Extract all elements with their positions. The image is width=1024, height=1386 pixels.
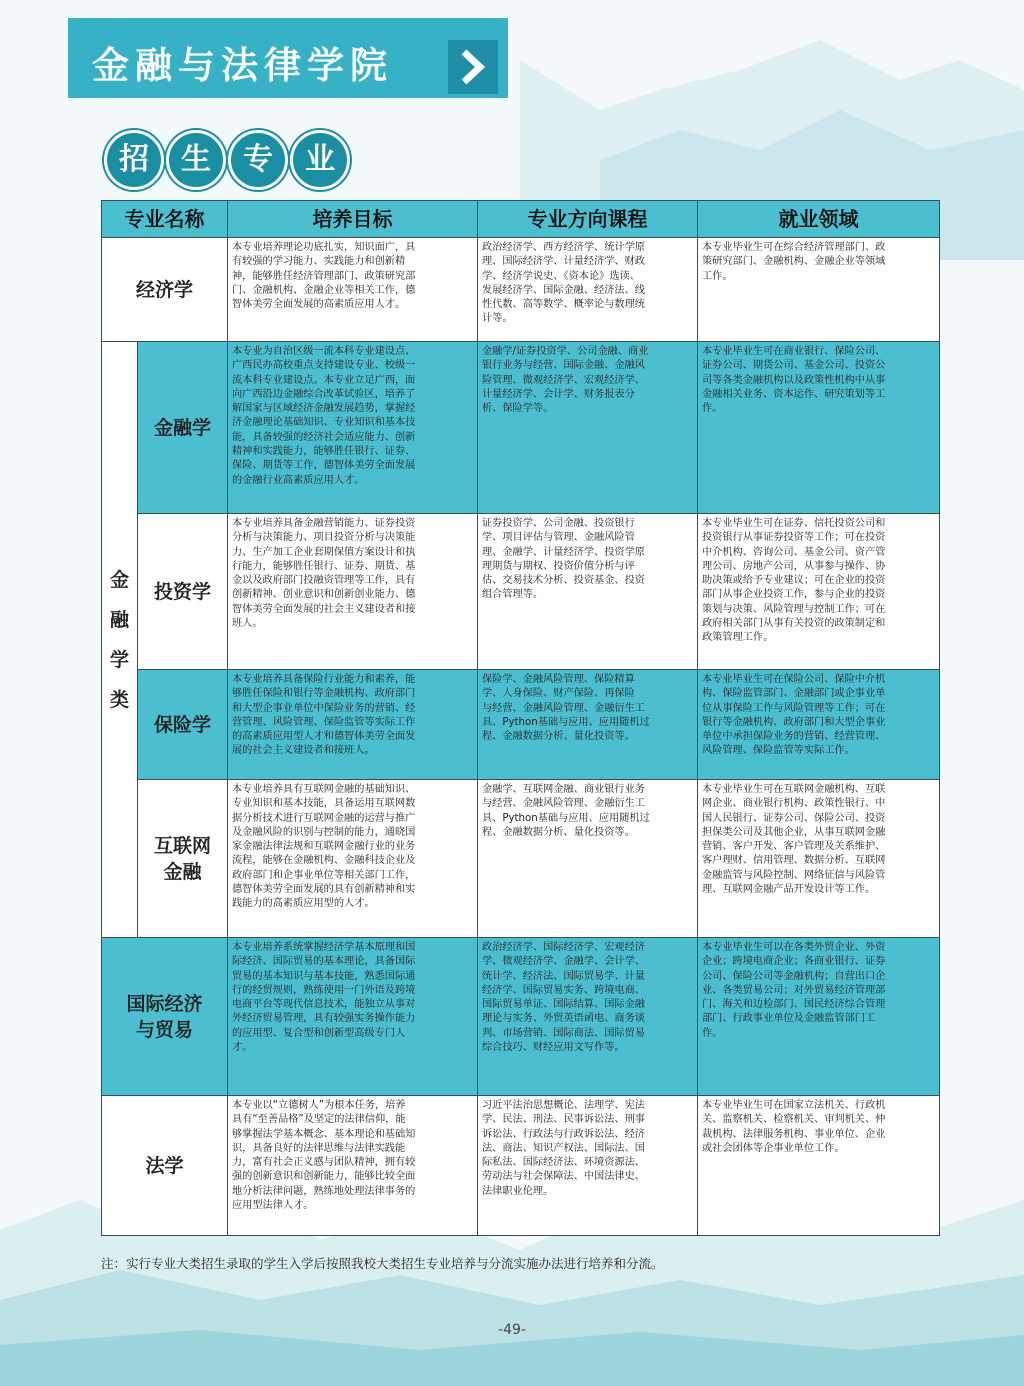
major-name: 金融学 (138, 342, 228, 514)
column-header: 就业领域 (698, 201, 940, 238)
section-title (104, 130, 350, 186)
jobs-cell: 本专业毕业生可在保险公司、保险中介机 构、保险监管部门、金融部门或企事业单 位从事保险工作与风险管理等工作；可在 银行等金融机构、政府部门和大型企事业 单位中承担保险业务的营销、经营管理、 风险管理、保险监管等实际工作。 (698, 670, 940, 780)
table-row (102, 514, 940, 670)
table-row (102, 670, 940, 780)
table-header-row (102, 201, 940, 238)
major-name: 国际经济 与贸易 (102, 938, 228, 1096)
majors-table (101, 200, 940, 1236)
major-name: 互联网 金融 (138, 780, 228, 938)
major-name: 法学 (102, 1096, 228, 1236)
footnote: 注：实行专业大类招生录取的学生入学后按照我校大类招生专业培养与分流实施办法进行培养和分流。 (101, 1256, 664, 1271)
table-row (102, 780, 940, 938)
column-header: 专业方向课程 (478, 201, 698, 238)
courses-cell: 保险学、金融风险管理、保险精算 学、人身保险、财产保险、再保险 与经营、金融风险管理、金融衍生工 具、Python基础与应用、应用随机过 程、金融数据分析、量化投资等。 (478, 670, 698, 780)
jobs-cell: 本专业毕业生可在互联网金融机构、互联 网企业、商业银行机构、政策性银行、中 国人民银行、证券公司、保险公司、投资 担保类公司及其他企业，从事互联网金融 营销、客户开发、客户管理及关系维护、 客户理财、信用管理、数据分析、互联网 金融监管与风险控制、网络征信与风险管 理、互联网金融产品开发设计等工作。 (698, 780, 940, 938)
column-header: 专业名称 (102, 201, 228, 238)
jobs-cell: 本专业毕业生可在国家立法机关、行政机 关、监察机关、检察机关、审判机关、仲 裁机构、法律服务机构、事业单位、企业 或社会团体等企事业单位工作。 (698, 1096, 940, 1236)
group-label: 金 融 学 类 (102, 342, 138, 938)
table-row (102, 342, 940, 514)
jobs-cell: 本专业毕业生可在综合经济管理部门、政 策研究部门、金融机构、金融企业等领域 工作。 (698, 238, 940, 342)
major-name: 投资学 (138, 514, 228, 670)
courses-cell: 政治经济学、西方经济学、统计学原 理、国际经济学、计量经济学、财政 学、经济学说史、《资本论》选读、 发展经济学、国际金融、经济法、线 性代数、高等数学、概率论与数理统 计等。 (478, 238, 698, 342)
section-badge: 专 (228, 130, 288, 190)
goal-cell: 本专业培养系统掌握经济学基本原理和国 际经济、国际贸易的基本理论，具备国际 贸易的基本知识与基本技能，熟悉国际通 行的经贸规则，熟练使用一门外语及跨境 电商平台等现代信息技术，能独立从事对 外经济贸易管理，具有较强实务操作能力 的应用型、复合型和创新型高级专门人 才。 (228, 938, 478, 1096)
section-badge: 生 (166, 130, 226, 190)
section-badge: 招 (104, 130, 164, 190)
table-row (102, 1096, 940, 1236)
courses-cell: 证券投资学、公司金融、投资银行 学、项目评估与管理、金融风险管 理、金融学、计量经济学、投资学原 理期货与期权、投资价值分析与评 估、交易技术分析、投资基金、投资 组合管理等。 (478, 514, 698, 670)
courses-cell: 金融学/证券投资学、公司金融、商业 银行业务与经营、国际金融、金融风 险管理、微观经济学、宏观经济学、 计量经济学、会计学、财务报表分 析、保险学等。 (478, 342, 698, 514)
major-name: 保险学 (138, 670, 228, 780)
goal-cell: 本专业培养具有互联网金融的基础知识、 专业知识和基本技能，具备运用互联网数 据分析技术进行互联网金融的运营与推广 及金融风险的识别与控制的能力，通晓国 家金融法律法规和互联网金融行业的业务 流程，能够在金融机构、金融科技企业及 政府部门和企事业单位等相关部门工作， 德智体美劳全面发展的具有创新精神和实 践能力的高素质应用型的人才。 (228, 780, 478, 938)
table-row (102, 238, 940, 342)
page-number: -49- (498, 1322, 526, 1338)
goal-cell: 本专业以“立德树人”为根本任务，培养 具有“至善品格”及坚定的法律信仰，能 够掌握法学基本概念、基本理论和基础知 识，具备良好的法律思维与法律实践能 力，富有社会正义感与团队精神，拥有较 强的创新意识和创新能力，能够比较全面 地分析法律问题，熟练地处理法律事务的 应用型法律人才。 (228, 1096, 478, 1236)
page-title: 金融与法律学院 (92, 44, 393, 87)
header-arrow (448, 40, 498, 94)
section-badge: 业 (290, 130, 350, 190)
courses-cell: 政治经济学、国际经济学、宏观经济 学、微观经济学、金融学、会计学、 统计学、经济法、国际贸易学、计量 经济学、国际贸易实务、跨境电商、 国际贸易单证、国际结算、国际金融 理论与实务、外贸英语函电、商务谈 判、市场营销、国际商法、国际贸易 综合技巧、财经应用文写作等。 (478, 938, 698, 1096)
chevron-right-icon (448, 40, 498, 94)
courses-cell: 习近平法治思想概论、法理学、宪法 学、民法、刑法、民事诉讼法、刑事 诉讼法、行政法与行政诉讼法、经济 法、商法、知识产权法、国际法、国 际私法、国际经济法、环境资源法、 劳动法与社会保障法、中国法律史、 法律职业伦理。 (478, 1096, 698, 1236)
major-name: 经济学 (102, 238, 228, 342)
goal-cell: 本专业培养具备金融营销能力、证券投资 分析与决策能力、项目投资分析与决策能 力、生产加工企业套期保值方案设计和执 行能力，能够胜任银行、证券、期货、基 金以及政府部门投融资管理等工作，具有 创新精神、创业意识和创新创业能力、德 智体美劳全面发展的社会主义建设者和接 班人。 (228, 514, 478, 670)
jobs-cell: 本专业毕业生可在证券、信托投资公司和 投资银行从事证券投资等工作；可在投资 中介机构、咨询公司、基金公司、资产管 理公司、房地产公司，从事参与操作、协 助决策或给予专业建议；可在企业的投资 部门从事企业投资工作，参与企业的投资 策划与决策、风险管理与控制工作；可在 政府相关部门从事有关投资的政策制定和 政策管理工作。 (698, 514, 940, 670)
jobs-cell: 本专业毕业生可在商业银行、保险公司、 证券公司、期货公司、基金公司、投资公 司等各类金融机构以及政策性机构中从事 金融相关业务、资本运作、研究策划等工 作。 (698, 342, 940, 514)
jobs-cell: 本专业毕业生可以在各类外贸企业、外资 企业；跨境电商企业；各商业银行、证券 公司、保险公司等金融机构；自营出口企 业、各类贸易公司；对外贸易经济管理部 门、海关和边检部门、国民经济综合管理 部门、行政事业单位及金融监管部门工 作。 (698, 938, 940, 1096)
goal-cell: 本专业培养具备保险行业能力和素养，能 够胜任保险和银行等金融机构、政府部门 和大型企事业单位中保险业务的营销、经 营管理、风险管理、保险监管等实际工作 的高素质应用型人才和德智体美劳全面发 展的社会主义建设者和接班人。 (228, 670, 478, 780)
courses-cell: 金融学、互联网金融、商业银行业务 与经营、金融风险管理、金融衍生工 具、Python基础与应用、应用随机过 程、金融数据分析、量化投资等。 (478, 780, 698, 938)
table-row (102, 938, 940, 1096)
goal-cell: 本专业培养理论功底扎实，知识面广，具 有较强的学习能力、实践能力和创新精 神，能够胜任经济管理部门、政策研究部 门、金融机构、金融企业等相关工作，德 智体美劳全面发展的高素质应用人才。 (228, 238, 478, 342)
goal-cell: 本专业为自治区级一流本科专业建设点、 广西民办高校重点支持建设专业、校级一 流本科专业建设点。本专业立足广西，面 向广西沿边金融综合改革试验区，培养了 解国家与区域经济金融发展趋势，掌握经 济金融理论基础知识、专业知识和基本技 能，具备较强的经济社会适应能力、创新 精神和实践能力，能够胜任银行、证券、 保险、期货等工作，德智体美劳全面发展 的金融行业高素质应用人才。 (228, 342, 478, 514)
column-header: 培养目标 (228, 201, 478, 238)
